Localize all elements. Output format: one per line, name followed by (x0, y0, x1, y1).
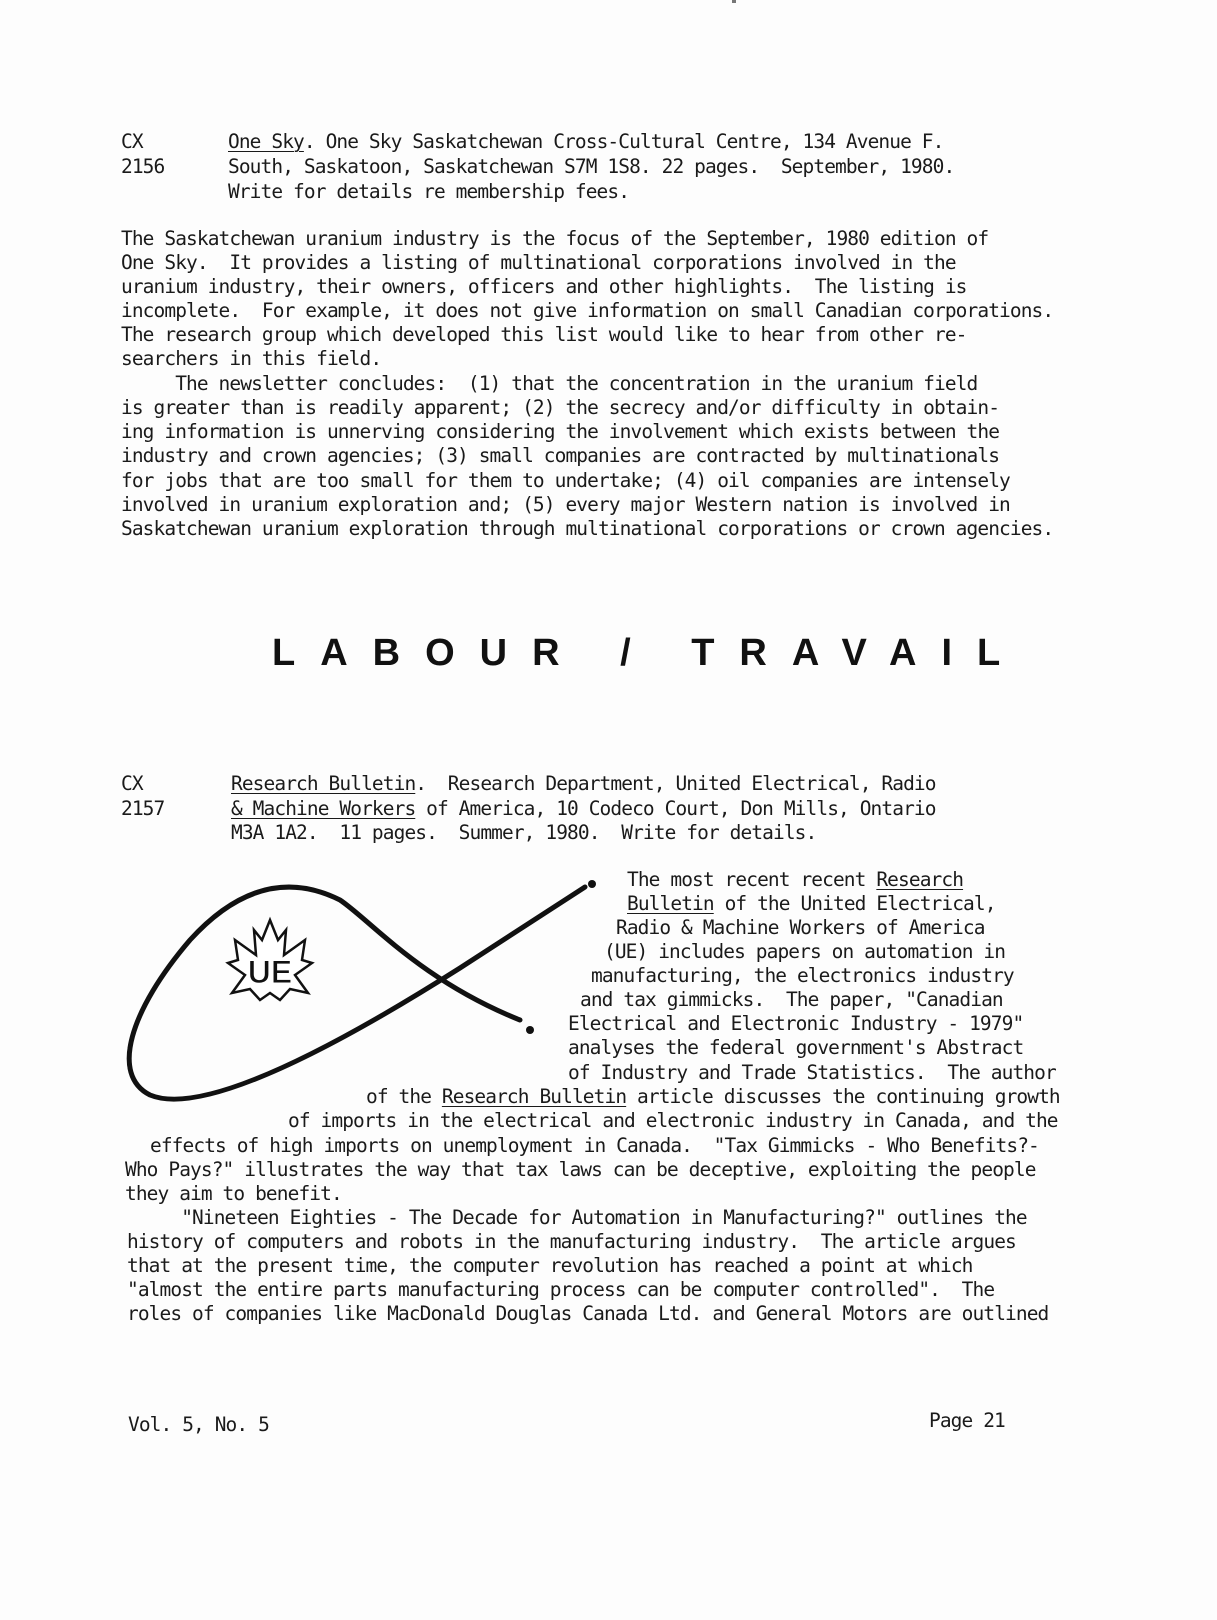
wrapped-line (366, 1085, 1060, 1109)
citation-line (231, 772, 936, 796)
body-line: "almost the entire parts manufacturing process can be computer controlled". The (127, 1278, 995, 1301)
body-line: roles of companies like MacDonald Douglas Canada Ltd. and General Motors are outlined (127, 1302, 1049, 1325)
wrapped-line: effects of high imports on unemployment in Canada. "Tax Gimmicks - Who Benefits?- (150, 1134, 1039, 1157)
body-line: involved in uranium exploration and; (5) every major Western nation is involved in (121, 493, 1010, 516)
body-line: they aim to benefit. (125, 1182, 342, 1205)
ue-logo-text: UE (247, 954, 293, 990)
entry-code-prefix: CX (121, 130, 143, 153)
body-line: history of computers and robots in the manufacturing industry. The article argues (127, 1230, 1016, 1253)
citation-line: South, Saskatoon, Saskatchewan S7M 1S8. 22 pages. September, 1980. (228, 155, 955, 178)
section-heading: LABOUR / TRAVAIL (272, 632, 1026, 674)
body-line: Saskatchewan uranium exploration through multinational corporations or crown agencies. (121, 517, 1054, 540)
wrapped-line: Radio & Machine Workers of America (616, 916, 985, 939)
body-line: uranium industry, their owners, officers and other highlights. The listing is (121, 275, 967, 298)
publication-title: Research Bulletin (231, 772, 416, 795)
citation-line: M3A 1A2. 11 pages. Summer, 1980. Write for details. (231, 821, 817, 844)
body-line: that at the present time, the computer revolution has reached a point at which (127, 1254, 973, 1277)
publication-title: Bulletin (627, 892, 714, 915)
citation-line: Write for details re membership fees. (228, 180, 630, 203)
body-line: "Nineteen Eighties - The Decade for Automation in Manufacturing?" outlines the (127, 1206, 1027, 1229)
publication-title: Research (876, 868, 964, 891)
citation-text: . Research Department, United Electrical, Radio (415, 772, 936, 795)
body-line: searchers in this field. (121, 347, 382, 370)
text: article discusses the continuing growth (626, 1085, 1060, 1108)
wrapped-line (627, 868, 963, 892)
text: of the (366, 1085, 442, 1108)
body-line: for jobs that are too small for them to undertake; (4) oil companies are intensely (121, 469, 1010, 492)
wrapped-line: of imports in the electrical and electronic industry in Canada, and the (288, 1109, 1058, 1132)
scan-speck (732, 0, 736, 3)
body-line: incomplete. For example, it does not give information on small Canadian corporations. (121, 299, 1054, 322)
citation-underlined: & Machine Workers (231, 797, 416, 820)
wrapped-line: (UE) includes papers on automation in (604, 940, 1006, 963)
publication-title: Research Bulletin (441, 1085, 627, 1108)
wrapped-line (627, 892, 996, 916)
wrapped-line: manufacturing, the electronics industry (591, 964, 1014, 987)
footer-page-number: Page 21 (929, 1409, 1005, 1432)
body-line: industry and crown agencies; (3) small companies are contracted by multinationals (121, 444, 1000, 467)
entry-code-prefix: CX (121, 772, 143, 795)
wrapped-line: of Industry and Trade Statistics. The author (568, 1061, 1056, 1084)
citation-line (231, 797, 936, 821)
wrapped-line: analyses the federal government's Abstract (568, 1036, 1024, 1059)
body-line: The newsletter concludes: (1) that the concentration in the uranium field (121, 372, 978, 395)
body-line: The Saskatchewan uranium industry is the focus of the September, 1980 edition of (121, 227, 989, 250)
wrapped-line: and tax gimmicks. The paper, "Canadian (580, 988, 1003, 1011)
body-line: ing information is unnerving considering the involvement which exists between the (121, 420, 1000, 443)
body-line: is greater than is readily apparent; (2) the secrecy and/or difficulty in obtain- (121, 396, 1000, 419)
body-line: Who Pays?" illustrates the way that tax laws can be deceptive, exploiting the people (125, 1158, 1036, 1181)
entry-code-number: 2157 (121, 797, 165, 820)
body-line: One Sky. It provides a listing of multinational corporations involved in the (121, 251, 956, 274)
text: of the United Electrical, (713, 892, 996, 915)
body-line: The research group which developed this list would like to hear from other re- (121, 323, 967, 346)
text: The most recent recent (627, 868, 877, 891)
wrapped-line: Electrical and Electronic Industry - 1979" (568, 1012, 1024, 1035)
publication-title: One Sky (228, 130, 304, 153)
citation-text: of America, 10 Codeco Court, Don Mills, Ontario (415, 797, 936, 820)
ue-maple-leaf-logo-icon (120, 870, 600, 1120)
footer-volume: Vol. 5, No. 5 (128, 1413, 269, 1436)
citation-line (228, 130, 943, 154)
entry-code-number: 2156 (121, 155, 165, 178)
citation-text: . One Sky Saskatchewan Cross-Cultural Centre, 134 Avenue F. (303, 130, 944, 153)
